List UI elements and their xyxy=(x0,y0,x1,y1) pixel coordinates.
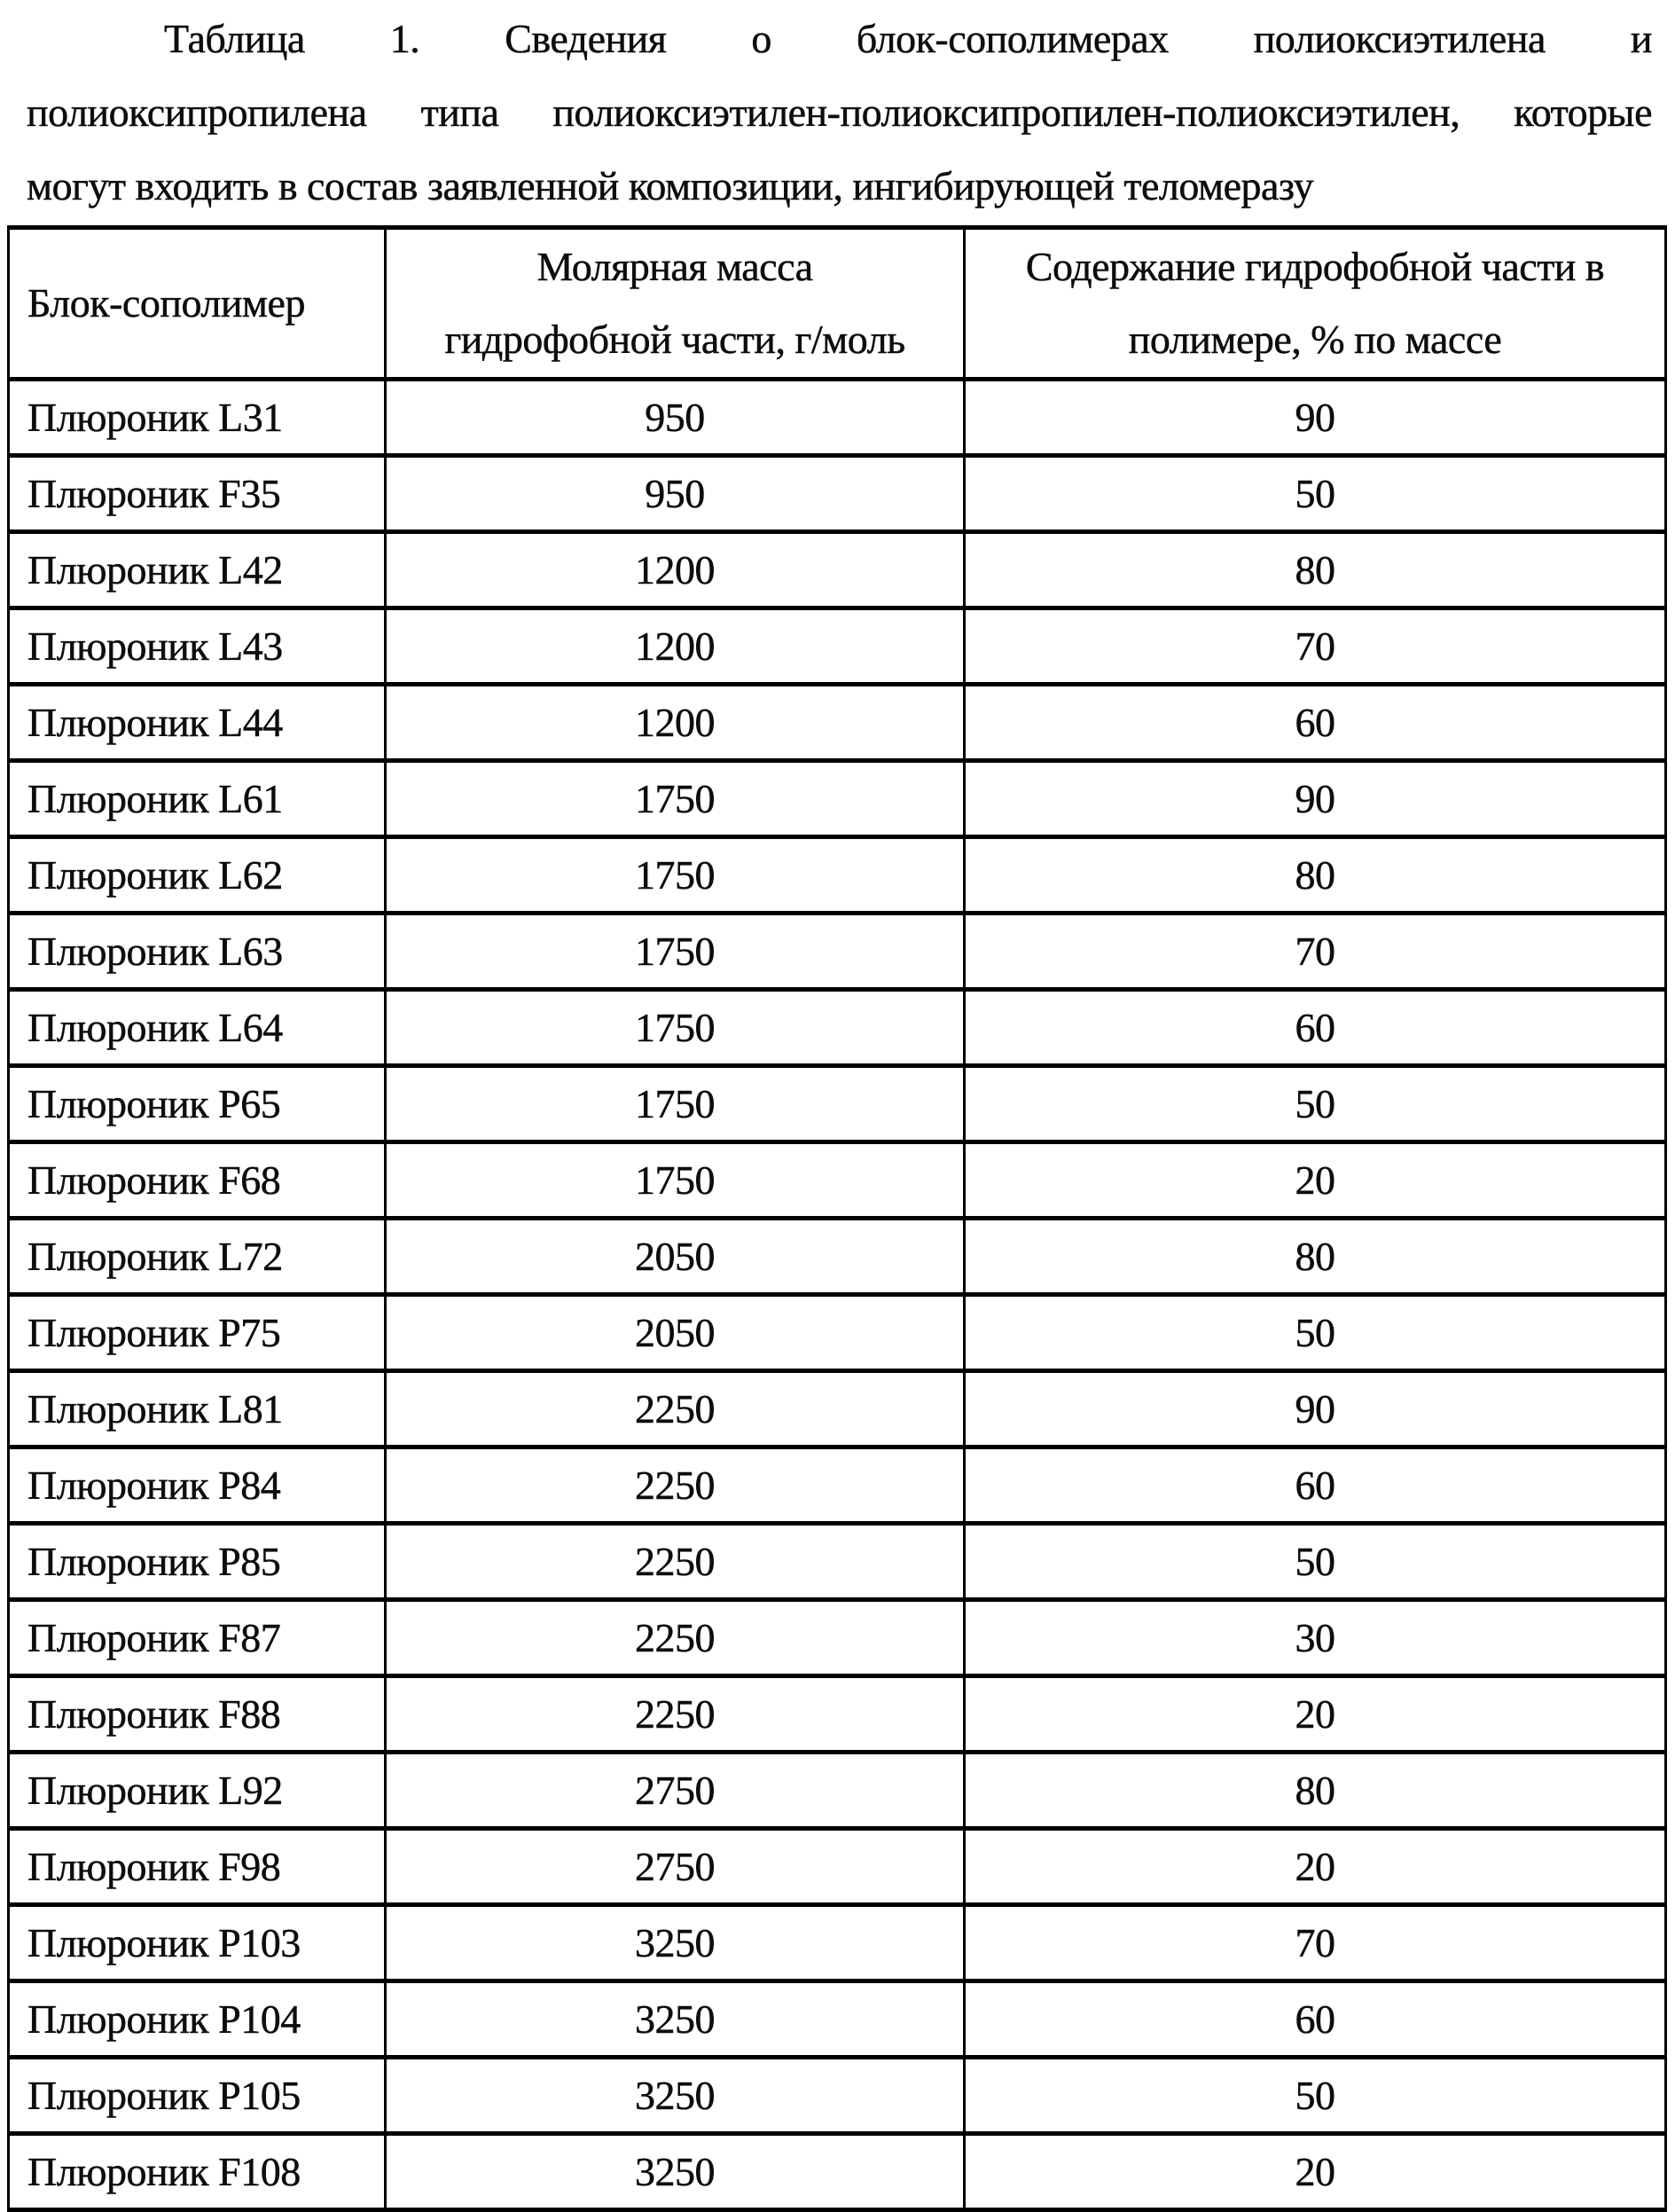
copolymer-name-cell: Плюроник L63 xyxy=(9,914,386,990)
molar-mass-cell: 1750 xyxy=(386,1066,965,1142)
molar-mass-cell: 2050 xyxy=(386,1219,965,1295)
table-row xyxy=(9,1753,1666,1829)
table-row xyxy=(9,1371,1666,1447)
table-row xyxy=(9,2134,1666,2210)
molar-mass-cell: 2250 xyxy=(386,1600,965,1676)
copolymer-name-cell: Плюроник L43 xyxy=(9,608,386,685)
molar-mass-cell: 950 xyxy=(386,456,965,532)
copolymer-name-cell: Плюроник L44 xyxy=(9,685,386,761)
molar-mass-cell: 3250 xyxy=(386,1981,965,2058)
copolymer-name-cell: Плюроник F88 xyxy=(9,1676,386,1753)
table-row xyxy=(9,914,1666,990)
table-row xyxy=(9,685,1666,761)
content-pct-cell: 70 xyxy=(965,1905,1666,1981)
table-row xyxy=(9,1905,1666,1981)
molar-mass-cell: 2250 xyxy=(386,1676,965,1753)
molar-mass-cell: 1750 xyxy=(386,914,965,990)
molar-mass-cell: 2250 xyxy=(386,1371,965,1447)
molar-mass-cell: 950 xyxy=(386,380,965,456)
molar-mass-cell: 2250 xyxy=(386,1524,965,1600)
molar-mass-cell: 1200 xyxy=(386,608,965,685)
table-row xyxy=(9,761,1666,837)
content-pct-cell: 30 xyxy=(965,1600,1666,1676)
content-pct-cell: 90 xyxy=(965,380,1666,456)
table-row xyxy=(9,608,1666,685)
table-row xyxy=(9,532,1666,608)
molar-mass-cell: 1750 xyxy=(386,837,965,914)
table-row xyxy=(9,837,1666,914)
header-molar-mass: Молярная масса гидрофобной части, г/моль xyxy=(386,228,965,380)
content-pct-cell: 60 xyxy=(965,1447,1666,1524)
copolymer-name-cell: Плюроник L72 xyxy=(9,1219,386,1295)
table-row xyxy=(9,1829,1666,1905)
table-caption xyxy=(0,0,1675,223)
caption-line-1: Таблица 1. Сведения о блок-сополимерах полиоксиэтилена и xyxy=(164,16,1652,61)
copolymer-name-cell: Плюроник L64 xyxy=(9,990,386,1066)
header-hydrophobic-content: Содержание гидрофобной части в полимере, % по массе xyxy=(965,228,1666,380)
content-pct-cell: 20 xyxy=(965,1829,1666,1905)
content-pct-cell: 90 xyxy=(965,761,1666,837)
molar-mass-cell: 2050 xyxy=(386,1295,965,1371)
table-row xyxy=(9,1447,1666,1524)
table-row xyxy=(9,1142,1666,1219)
table-row xyxy=(9,1981,1666,2058)
content-pct-cell: 70 xyxy=(965,914,1666,990)
copolymer-name-cell: Плюроник F108 xyxy=(9,2134,386,2210)
copolymer-name-cell: Плюроник L31 xyxy=(9,380,386,456)
table-row xyxy=(9,380,1666,456)
content-pct-cell: 90 xyxy=(965,1371,1666,1447)
molar-mass-cell: 3250 xyxy=(386,1905,965,1981)
table-body xyxy=(9,380,1666,2210)
copolymer-table xyxy=(7,225,1667,2212)
copolymer-name-cell: Плюроник P105 xyxy=(9,2058,386,2134)
table-row xyxy=(9,1676,1666,1753)
molar-mass-cell: 1750 xyxy=(386,761,965,837)
caption-line-3: могут входить в состав заявленной композиции, ингибирующей теломеразу xyxy=(27,163,1314,208)
content-pct-cell: 50 xyxy=(965,456,1666,532)
table-row xyxy=(9,1524,1666,1600)
copolymer-name-cell: Плюроник P85 xyxy=(9,1524,386,1600)
content-pct-cell: 20 xyxy=(965,1676,1666,1753)
table-row xyxy=(9,1219,1666,1295)
copolymer-name-cell: Плюроник F98 xyxy=(9,1829,386,1905)
content-pct-cell: 50 xyxy=(965,1524,1666,1600)
molar-mass-cell: 2750 xyxy=(386,1753,965,1829)
copolymer-name-cell: Плюроник F68 xyxy=(9,1142,386,1219)
table-row xyxy=(9,456,1666,532)
copolymer-name-cell: Плюроник F87 xyxy=(9,1600,386,1676)
content-pct-cell: 50 xyxy=(965,1295,1666,1371)
copolymer-name-cell: Плюроник L92 xyxy=(9,1753,386,1829)
copolymer-name-cell: Плюроник P84 xyxy=(9,1447,386,1524)
table-row xyxy=(9,1600,1666,1676)
content-pct-cell: 70 xyxy=(965,608,1666,685)
copolymer-name-cell: Плюроник P104 xyxy=(9,1981,386,2058)
content-pct-cell: 50 xyxy=(965,2058,1666,2134)
content-pct-cell: 60 xyxy=(965,685,1666,761)
copolymer-name-cell: Плюроник P65 xyxy=(9,1066,386,1142)
table-row xyxy=(9,1295,1666,1371)
molar-mass-cell: 1200 xyxy=(386,532,965,608)
molar-mass-cell: 3250 xyxy=(386,2058,965,2134)
table-row xyxy=(9,1066,1666,1142)
table-row xyxy=(9,990,1666,1066)
molar-mass-cell: 2750 xyxy=(386,1829,965,1905)
molar-mass-cell: 1750 xyxy=(386,1142,965,1219)
caption-line-2: полиоксипропилена типа полиоксиэтилен-полиоксипропилен-полиоксиэтилен, которые xyxy=(27,90,1652,135)
content-pct-cell: 80 xyxy=(965,532,1666,608)
table-header-row xyxy=(9,228,1666,380)
table-row xyxy=(9,2058,1666,2134)
header-copolymer: Блок-сополимер xyxy=(9,228,386,380)
content-pct-cell: 80 xyxy=(965,837,1666,914)
content-pct-cell: 80 xyxy=(965,1219,1666,1295)
content-pct-cell: 20 xyxy=(965,1142,1666,1219)
copolymer-name-cell: Плюроник L61 xyxy=(9,761,386,837)
content-pct-cell: 50 xyxy=(965,1066,1666,1142)
copolymer-name-cell: Плюроник L81 xyxy=(9,1371,386,1447)
copolymer-name-cell: Плюроник P103 xyxy=(9,1905,386,1981)
copolymer-name-cell: Плюроник L42 xyxy=(9,532,386,608)
copolymer-name-cell: Плюроник P75 xyxy=(9,1295,386,1371)
molar-mass-cell: 1200 xyxy=(386,685,965,761)
content-pct-cell: 20 xyxy=(965,2134,1666,2210)
content-pct-cell: 60 xyxy=(965,990,1666,1066)
content-pct-cell: 80 xyxy=(965,1753,1666,1829)
molar-mass-cell: 2250 xyxy=(386,1447,965,1524)
content-pct-cell: 60 xyxy=(965,1981,1666,2058)
copolymer-name-cell: Плюроник F35 xyxy=(9,456,386,532)
molar-mass-cell: 3250 xyxy=(386,2134,965,2210)
copolymer-name-cell: Плюроник L62 xyxy=(9,837,386,914)
molar-mass-cell: 1750 xyxy=(386,990,965,1066)
